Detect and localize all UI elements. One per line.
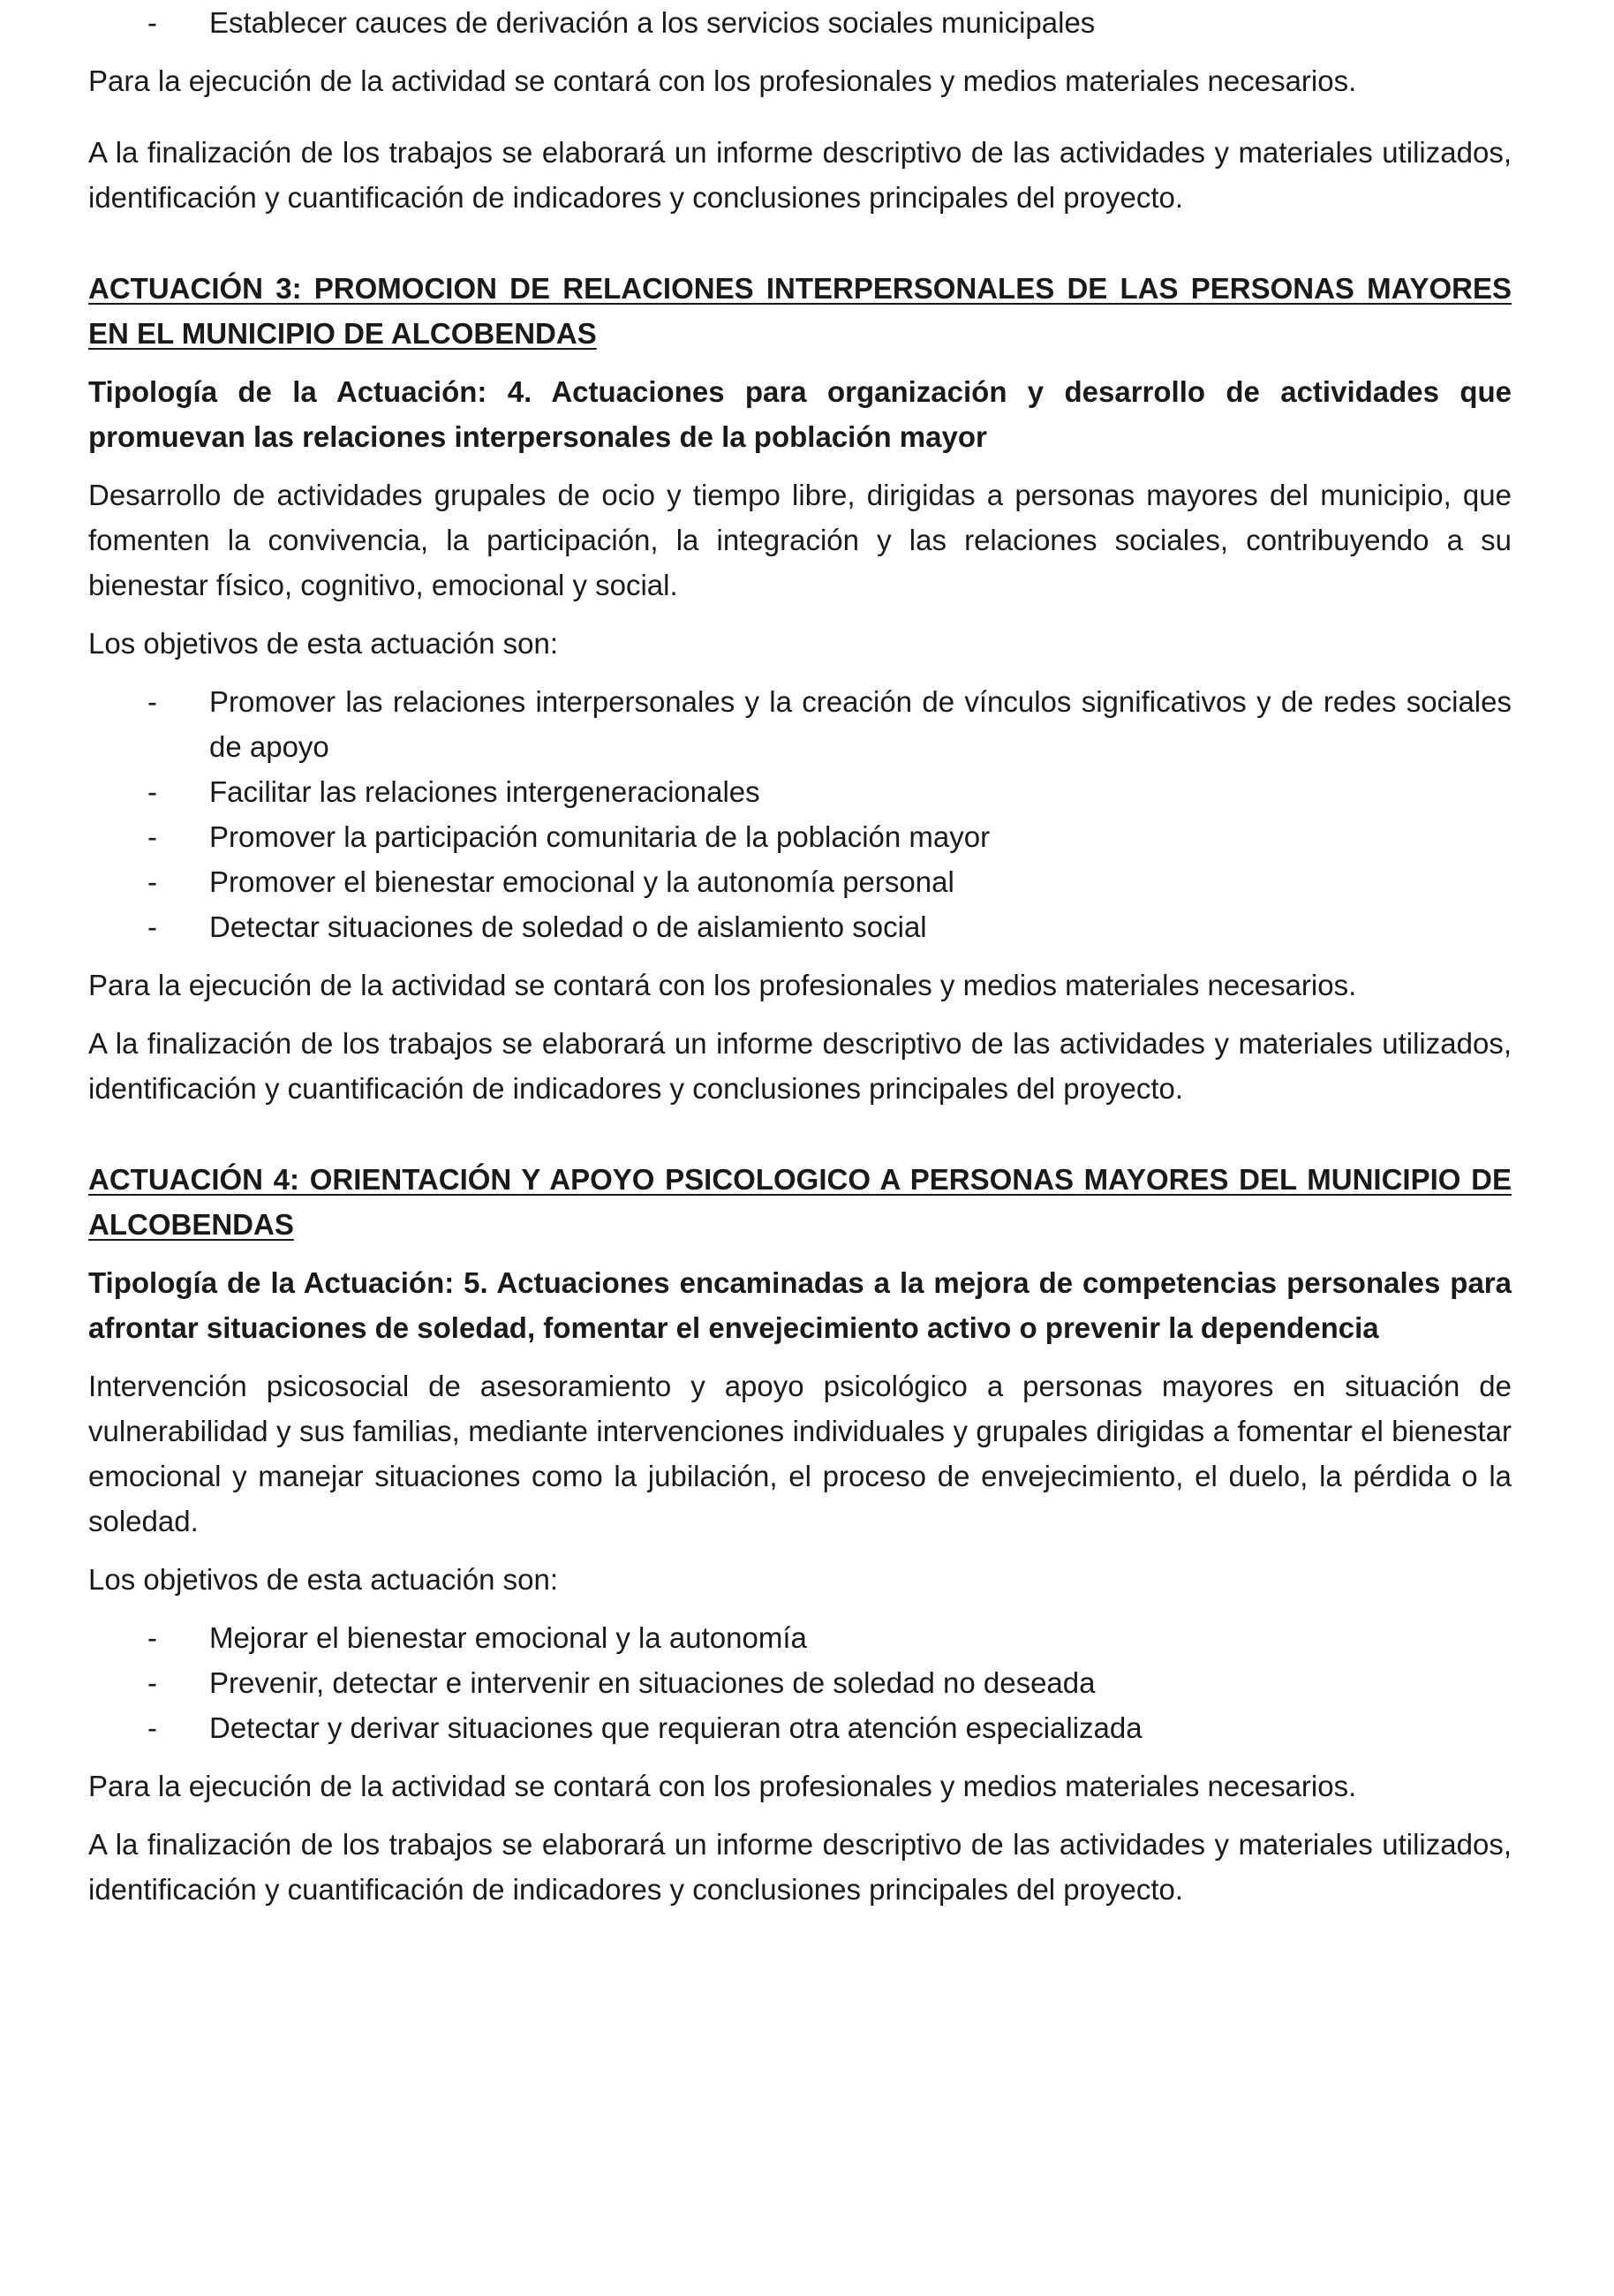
list-item-text: Detectar y derivar situaciones que requieran otra atención especializada: [209, 1711, 1143, 1744]
list-item-text: Establecer cauces de derivación a los servicios sociales municipales: [209, 6, 1096, 39]
paragraph-informe: A la finalización de los trabajos se elaborará un informe descriptivo de las actividades y materiales utilizados, identificación y cuantificación de indicadores y conclusiones principales del proyecto.: [88, 1828, 1512, 1906]
paragraph-medios: Para la ejecución de la actividad se contará con los profesionales y medios materiales necesarios.: [88, 1770, 1357, 1802]
list-item: [88, 1705, 1512, 1750]
list-item: [88, 1615, 1512, 1660]
list-item-text: Mejorar el bienestar emocional y la autonomía: [209, 1621, 807, 1654]
list-marker: -: [147, 685, 157, 718]
list-item-text: Promover el bienestar emocional y la autonomía personal: [209, 865, 954, 898]
list-item-text: Promover la participación comunitaria de la población mayor: [209, 820, 991, 853]
objectives-list: [88, 679, 1512, 949]
typology-label: Tipología de la Actuación: 4. Actuaciones para organización y desarrollo de actividades que promuevan las relaciones interpersonales de la población mayor: [88, 375, 1512, 453]
list-item: [88, 0, 1512, 45]
list-item: [88, 814, 1512, 859]
document-page: [88, 0, 1512, 1912]
section-description: Intervención psicosocial de asesoramiento y apoyo psicológico a personas mayores en situación de vulnerabilidad y sus familias, mediante intervenciones individuales y grupales dirigidas a fomentar el bienestar emocional y manejar situaciones como la jubilación, el proceso de envejecimiento, el duelo, la pérdida o la soledad.: [88, 1370, 1512, 1537]
list-marker: -: [147, 1711, 157, 1744]
list-item: [88, 859, 1512, 904]
typology-label: Tipología de la Actuación: 5. Actuaciones encaminadas a la mejora de competencias personales para afrontar situaciones de soledad, fomentar el envejecimiento activo o prevenir la dependencia: [88, 1266, 1512, 1344]
list-item-text: Detectar situaciones de soledad o de aislamiento social: [209, 910, 927, 943]
list-marker: -: [147, 820, 157, 853]
list-marker: -: [147, 865, 157, 898]
section-heading: ACTUACIÓN 3: PROMOCION DE RELACIONES INTERPERSONALES DE LAS PERSONAS MAYORES EN EL MUNICIPIO DE ALCOBENDAS: [88, 272, 1512, 350]
objectives-list: [88, 1615, 1512, 1750]
paragraph-medios: Para la ejecución de la actividad se contará con los profesionales y medios materiales necesarios.: [88, 64, 1357, 97]
list-item: [88, 679, 1512, 769]
list-item-text: Facilitar las relaciones intergeneracionales: [209, 775, 760, 808]
list-item: [88, 769, 1512, 814]
paragraph-informe: A la finalización de los trabajos se elaborará un informe descriptivo de las actividades y materiales utilizados, identificación y cuantificación de indicadores y conclusiones principales del proyecto.: [88, 136, 1512, 214]
list-marker: -: [147, 775, 157, 808]
list-marker: -: [147, 1621, 157, 1654]
section-heading: ACTUACIÓN 4: ORIENTACIÓN Y APOYO PSICOLOGICO A PERSONAS MAYORES DEL MUNICIPIO DE ALCOBENDAS: [88, 1163, 1512, 1241]
section-actuacion-4: [88, 1157, 1512, 1912]
list-item-text: Prevenir, detectar e intervenir en situaciones de soledad no deseada: [209, 1666, 1096, 1699]
list-item-text: Promover las relaciones interpersonales y la creación de vínculos significativos y de redes sociales de apoyo: [209, 685, 1512, 763]
paragraph-medios: Para la ejecución de la actividad se contará con los profesionales y medios materiales necesarios.: [88, 969, 1357, 1001]
section-description: Desarrollo de actividades grupales de ocio y tiempo libre, dirigidas a personas mayores del municipio, que fomenten la convivencia, la participación, la integración y las relaciones sociales, contribuyendo a su bienestar físico, cognitivo, emocional y social.: [88, 479, 1512, 601]
list-marker: -: [147, 910, 157, 943]
section-actuacion-3: [88, 266, 1512, 1111]
paragraph-informe: A la finalización de los trabajos se elaborará un informe descriptivo de las actividades y materiales utilizados, identificación y cuantificación de indicadores y conclusiones principales del proyecto.: [88, 1027, 1512, 1105]
objectives-intro: Los objetivos de esta actuación son:: [88, 1563, 559, 1596]
list-item: [88, 904, 1512, 949]
objectives-intro: Los objetivos de esta actuación son:: [88, 627, 559, 660]
list-item: [88, 1660, 1512, 1705]
top-bullet-list: [88, 0, 1512, 45]
list-marker: -: [147, 1666, 157, 1699]
list-marker: -: [147, 6, 157, 39]
